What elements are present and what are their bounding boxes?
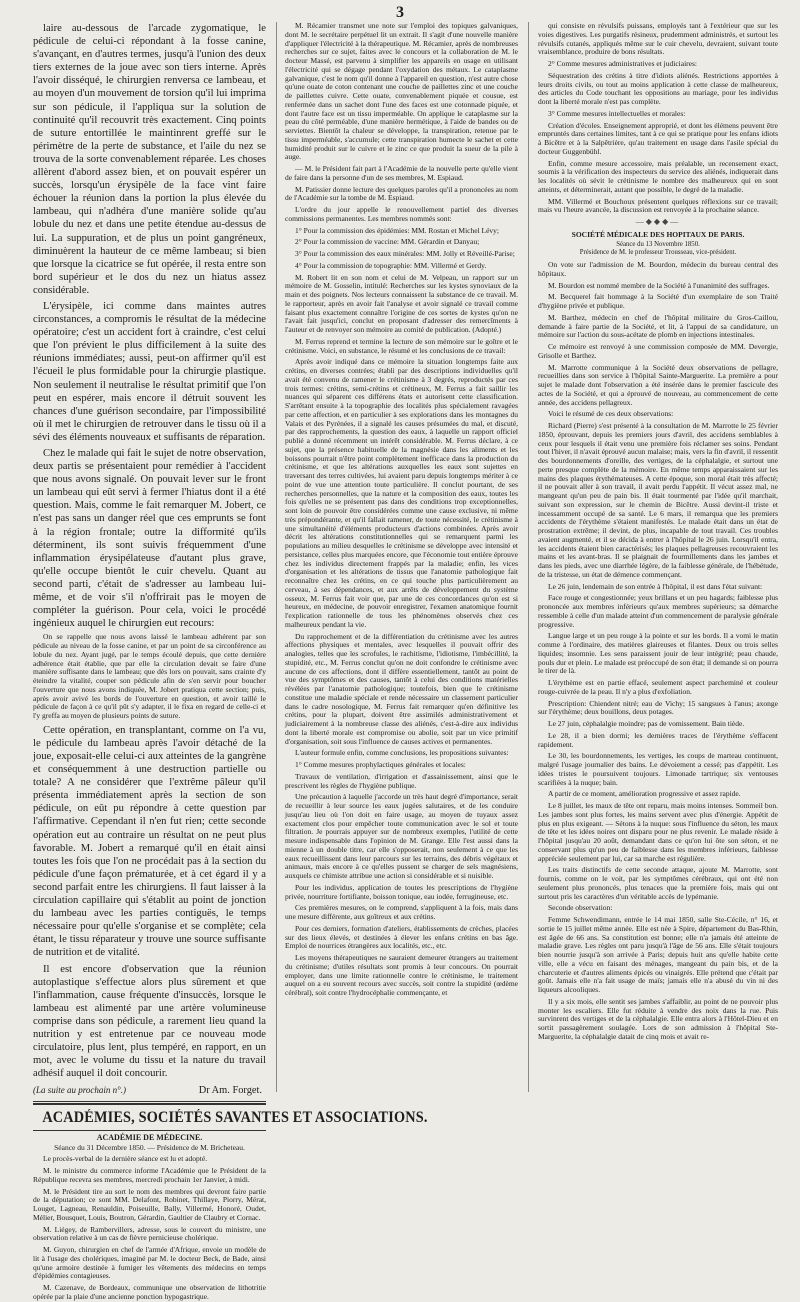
academy-session: Séance du 31 Décembre 1850. — Présidence de M. Bricheteau. <box>54 1143 245 1153</box>
report-paragraph: 2° Pour la commission de vaccine: MM. Gérardin et Danyau; <box>295 237 480 247</box>
article-paragraph: laire au-dessous de l'arcade zygomatique, le pédicule de celui-ci répondant à la fosse canine, s'avançant, en d'autres termes, jusqu'à l'union des deux tiers externes de la joue avec son tiers interne. Après l'avoir disséqué, le chirurgien renversa ce lambeau, et au moyen d'un mouvement de torsion qu'il lui imprima sur son pédicule, il l'appliqua sur la solution de continuité qu'il recouvrit très exactement. Cinq points de suture entortillée le maintinrent greffé sur le périmètre de la perte de substance, et l'aile du nez se trouva de la sorte convenablement réparée. Les choses allèrent d'abord assez bien, et on pouvait espérer un succès, lorsqu'un érysipèle de la face vint faire échouer la réunion dans la portion la plus élevée du lambeau, qui n'adhéra d'une manière solide qu'au lobule du nez et dans une petite étendue au-dessus de lui. La suppuration, et de plus un point gangréneux, diminuèrent la hauteur de ce même lambeau; si bien que lorsque la cicatrice se fut opérée, il resta entre son bord supérieur et le dos du nez un hiatus assez considérable. <box>33 23 266 296</box>
report-paragraph: 3° Comme mesures intellectuelles et morales: <box>548 108 686 118</box>
report-paragraph: Création d'écoles. Enseignement approprié, et dont les élémens peuvent être empruntés dans certaines limites, tant à ce qui se pratique pour les enfans idiots à Bicêtre et à la Salpêtrière, qu'au traitement en usage dans l'asile spécial du docteur Guggenbühl. <box>538 120 778 156</box>
article-paragraph: Chez le malade qui fait le sujet de notre observation, deux partis se présentaient pour remédier à l'accident que nous avons signalé. On pouvait lever sur le front un lambeau qui eût servi à fermer l'hiatus dont il a été question. Mais, comme le fait remarquer M. Jobert, ce n'est pas sans un danger réel que ces emprunts se font à la région frontale; outre la difformité qu'ils déterminent, ils sont suivis fréquemment d'une inflammation érysipélateuse d'autant plus grave, qu'elle occupe bientôt le cuir chevelu. Quant au second parti, c'était de s'adresser au lambeau lui-même, et de voir s'il n'offrirait pas le moyen de compléter la guérison. Pour cela, voici le procédé ingénieux auquel le chirurgien eut recours: <box>33 448 266 630</box>
report-paragraph: Face rouge et congestionnée; yeux brillans et un peu hagards; faiblesse plus prononcée aux membres inférieurs qu'aux membres supérieurs; sa démarche ressemble à celle d'un malade atteint d'un commencement de paralysie générale progressive. <box>538 593 778 629</box>
report-paragraph: Les moyens thérapeutiques ne sauraient demeurer étrangers au traitement du crétinisme; d'utiles résultats sont promis à leur concours. On pourrait employer, dans une limite rationnelle contre le crétinisme, le traitement auquel on a eu souvent recours avec succès, soit contre la stupidité (œdème cérébral), soit contre l'hydrocéphalie commençante, et <box>285 953 518 997</box>
report-paragraph: Ce mémoire est renvoyé à une commission composée de MM. Devergie, Grisolle et Barthez. <box>538 342 778 360</box>
article-paragraph: L'érysipèle, ici comme dans maintes autres circonstances, a compromis le résultat de la médecine opératoire; c'est un accident fort à craindre, c'est celui que l'on prévient le plus difficilement à la suite des réunions immédiates; aussi, peut-on affirmer qu'il est l'écueil le plus formidable pour la chirurgie plastique. Non seulement il neutralise le résultat primitif que l'on peut en espérer, mais encore il détruit souvent les chances d'une guérison secondaire, par l'impossibilité où il met le chirurgien de retrouver dans le tissu où il a sévi des éléments nouveaux et suffisants de réparation. <box>33 300 266 443</box>
report-paragraph: M. Ferrus reprend et termine la lecture de son mémoire sur le goître et le crétinisme. Voici, en substance, le résumé et les conclusions de ce travail: <box>285 336 518 355</box>
report-paragraph: M. le ministre du commerce informe l'Académie que le Président de la République recevra ses membres, mercredi prochain 1er Janvier, à midi. <box>33 1166 266 1184</box>
report-paragraph: Prescription: Chiendent nitré; eau de Vichy; 15 sangsues à l'anus; axonge sur l'érythème; deux bouillons, deux potages. <box>538 698 778 717</box>
report-paragraph: M. le Président tire au sort le nom des membres qui devront faire partie de la députation; ce sont MM. Delafont, Robinet, Thillaye, Piorry, Mérat, Louget, Lagneau, Renauldin, Poiseuille, Bally, Villermé, Honoré, Oudet, Mélier, Bousquet, Louis, Boutron, Gérardin, Gaultier de Claubry et Cornac. <box>33 1186 266 1222</box>
report-paragraph: Voici le résumé de ces deux observations: <box>548 409 674 419</box>
report-paragraph: M. Marrotte communique à la Société deux observations de pellagre, recueillies dans son service à l'hôpital Sainte-Marguerite. La première a pour sujet le malade dont l'observation a été insérée dans le premier fascicule des actes de la Société, et qui a éprouvé de nouveau, au commencement de cette année, des accidens pellagreux. <box>538 362 778 407</box>
report-paragraph: L'érythème est en partie effacé, seulement aspect parcheminé et couleur rouge-cuivrée de la peau. Il n'y a plus d'exfoliation. <box>538 678 778 696</box>
report-paragraph: M. Robert lit en son nom et celui de M. Velpeau, un rapport sur un mémoire de M. Gosselin, intitulé: Recherches sur les kystes synoviaux de la main et des poignets. Nos lecteurs connaissent la substance de ce travail. M. le rapporteur, après en avoir fait l'analyse et avoir signalé ce travail comme faisant plus exactement connaître l'origine de ces sortes de kystes qu'on ne l'avait fait jusqu'ici, conclut en proposant d'adresser des remercîments à l'auteur et de renvoyer son mémoire au comité de publication. (Adopté.) <box>285 272 518 334</box>
report-paragraph: Du rapprochement et de la différentiation du crétinisme avec les autres affections physiques et mentales, avec lesquelles il pouvait offrir des analogies, telles que les scrofules, le rachitisme, l'idiotisme, l'imbécillité, la stupidité, etc., M. Ferrus conclut qu'on ne doit confondre le crétinisme avec aucune de ces affections, dont il diffère essentiellement, tantôt au point de vue des symptômes et des causes, tantôt à celui des conditions matérielles révélées par l'anatomie pathologique; toutefois, bien que le crétinisme constitue une maladie spéciale et rende nécessaire un classement particulier dans le cadre nosologique, M. Ferrus fait remarquer qu'en définitive les crétins, pour la plupart, doivent être assimilés administrativement et judiciairement à la nombreuse classe des aliénés, c'est-à-dire aux individus dont la liberté morale est compromise ou abolie, soit par un vice primitif d'organisation, soit sous l'influence de causes actives et permanentes. <box>285 631 518 746</box>
report-paragraph: L'auteur formule enfin, comme conclusions, les propositions suivantes: <box>295 748 509 758</box>
article-paragraph: Cette opération, en transplantant, comme on l'a vu, le pédicule du lambeau après l'avoir détaché de la joue, exposait-elle celui-ci aux atteintes de la gangrène et conséquemment à une destruction partielle ou totale? A ne considérer que l'extrême pâleur qu'il présenta immédiatement après la section de son pédicule, on eût pu répondre à cette question par l'affirmative. Cependant il n'en fut rien; cette seconde opération eut au contraire un résultat on ne peut plus favorable. M. Jobert a remarqué qu'il en était ainsi toutes les fois que l'on ne procédait pas à la section du pédicule d'une façon prématurée, et à cet égard il y a second parfait entre les chirurgiens. Il faut laisser à la circulation capillaire qui s'établit au point de jonction du lambeau avec les parties contiguës, le temps nécessaire pour qu'elle s'organise et se complète; cela étant, le tissu réparateur y trouve une source suffisante de nutrition et de vitalité. <box>33 724 266 959</box>
report-paragraph: Les traits distinctifs de cette seconde attaque, ajoute M. Marrotte, sont fournis, comme on le voit, par les symptômes cérébraux, qui ont été non seulement plus prononcés, plus tenaces que la première fois, mais qui ont surtout pris les caractères d'un véritable accès de lypémanie. <box>538 865 778 901</box>
report-paragraph: 3° Pour la commission des eaux minérales: MM. Jolly et Réveillé-Parise; <box>295 249 515 258</box>
society-session: Séance du 13 Novembre 1850. <box>616 240 700 248</box>
report-paragraph: Richard (Pierre) s'est présenté à la consultation de M. Marrotte le 25 février 1850, éprouvant, depuis les premiers jours d'avril, des accidens semblables à ceux pour lesquels il était venu une première fois réclamer ses soins. Pendant tout l'hiver, il n'avait éprouvé aucun malaise; mais, vers la fin d'avril, il ressentit des bourdonnements d'oreille, des vertiges, de la céphalalgie, et surtout une perte presque complète de la mémoire. En même temps apparaissaient sur les mains des plaques érythémateuses. A cette époque, son moral était très affecté; il ne pouvait aller à son travail, il avait perdu l'appétit. Il vécut assez mal, ne mangeant qu'un peu de pain bis. Il était tourmenté par l'idée qu'il marchait, suivant son expression, sur le chemin de Bicêtre. Aussi devint-il triste et incessamment occupé de sa santé. Le 6 mars, il remarqua que les premiers accidents de l'érythème s'étaient manifestés. Le malade était dans un état de prostration extrême; il devint, de plus, incapable de tout travail. Ces troubles avaient augmenté, et il se décida à entrer à l'hôpital le 26 juin. Lorsqu'il entra, les accidents étaient bien caractérisés; les plaques pellagreuses recouvraient les mains et les avant-bras. Il se plaignait de fourmillements dans les jambes et dans les pieds, avec une diarrhée légère, de la faiblesse générale, de l'hébétude, de la tristesse, un état de démence commençant. <box>538 421 778 579</box>
column-3 <box>538 22 778 1092</box>
report-paragraph: Il y a six mois, elle sentit ses jambes s'affaiblir, au point de ne pouvoir plus monter les escaliers. Elle fut réduite à vendre des noix dans la rue. Puis survinrent des vertiges et de la céphalalgie. Elle entra alors à l'Hôtel-Dieu et en sortit passagèrement soulagée. Lors de son admission à l'hôpital Ste-Marguerite, la céphalalgie datait de cinq mois et avait re- <box>538 996 778 1041</box>
column-divider <box>276 22 277 1092</box>
report-paragraph: On vote sur l'admission de M. Bourdon, médecin du bureau central des hôpitaux. <box>538 260 778 278</box>
report-paragraph: Le 28, il a bien dormi; les dernières traces de l'érythème s'effacent rapidement. <box>538 730 778 749</box>
report-paragraph: Enfin, comme mesure accessoire, mais préalable, un recensement exact, soumis à la vérification des inspecteurs du service des aliénés, indiquerait dans les localités où sévit le crétinisme le nombre des malheureux qui en sont atteints, et déterminerait, autant que possible, le degré de la maladie. <box>538 158 778 194</box>
society-president: Présidence de M. le professeur Trousseau, vice-président. <box>579 249 737 257</box>
report-paragraph: Après avoir indiqué dans ce mémoire la situation longtemps faite aux crétins, en diverses contrées; établi par des descriptions individuelles qu'il avait été convenu de ramener le crétinisme à 3 degrés, reproductés par ces trois termes: crétins, semi-crétins et crétineux, M. Ferrus a fait saillir les nuances qui séparent ces différens états et autorisent cette classification. S'arrêtant ensuite à la topographie des localités plus spécialement ravagées par cette affection, et en particulier à ses explorations dans les montagnes du Valais et des Pyrénées, il a signalé les causes présumées du mal, et discuté, par des rapprochements, la question des eaux, à laquelle un rapport officiel publié a donné récemment un intérêt considérable. M. Ferrus déclare, à ce sujet, que la présence habituelle de la magnésie dans les aliments et les boissons pourrait n'être point complètement inefficace dans la production du crétinisme, et que les altérations auxquelles les eaux sont sujettes en traversant des terres cultivées, lui avaient paru depuis longtemps mériter à ce point de vue une attention toute particulière. Il conclut pourtant, de ses recherches personnelles, que la nature et la composition des eaux, toutes les fois qu'elles ne se présentent pas dans des conditions trop exceptionnelles, sont loin de pouvoir être considérées comme une cause exclusive, ni même très prépondérante, et qu'il fallait ramener, de toute nécessité, le crétinisme à une simultanéité d'éléments producteurs d'actions combinées. Après avoir décrit les altérations constitutionnelles qui se remarquent parmi les populations au milieu desquelles le crétinisme se développe avec intensité et persistance, celles plus marquées encore, que l'économie tout entière éprouve chez les individus directement frappés par la maladie; enfin, les vices d'organisation et les altérations de tissus que l'anatomie pathologique fait reconnaître chez les crétins, en ce qui touche plus particulièrement au cerveau, à ses dépendances, et aux arrêts de développement du système osseux, M. Ferrus fait voir que, par une de ces concordances qu'on est si heureux, en médecine, de pouvoir enregistrer, l'examen anatomique fournit l'explication rationnelle de tous les phénomènes observés chez ces malheureux pendant la vie. <box>285 357 518 629</box>
article-paragraph: On se rappelle que nous avons laissé le lambeau adhérent par son pédicule au niveau de la fosse canine, et par un point de sa circonférence au lobule du nez. Ayant jugé, par le temps écoulé depuis, que cette dernière adhérence était établie, que par elle la circulation devait se faire d'une manière suffisante dans le lambeau; que dès lors on pouvait, sans crainte d'y éteindre la vitalité, couper son pédicule afin de s'en servir pour boucher l'ouverture que nous avons indiquée, M. Jobert pratiqua cette section; puis, après avoir avivé les bords de l'ouverture en question, et avoir taillé le pédicule de façon à ce qu'il pût s'y adapter, il le fixa en regard de celle-ci et l'y greffa au moyen de plusieurs points de suture. <box>33 632 266 721</box>
report-paragraph: 1° Comme mesures prophylactiques générales et locales: <box>295 760 466 769</box>
report-paragraph: Pour ces derniers, formation d'ateliers, établissements de crèches, placées sur des lieux élevés, et destinées à élever les enfans crétins en bas âge. Emploi de nourrices étrangères aux localités, etc., etc. <box>285 923 518 951</box>
report-paragraph: Seconde observation: <box>548 903 613 913</box>
section-rule <box>33 1101 266 1102</box>
report-paragraph: Femme Schwendimann, entrée le 14 mai 1850, salle Ste-Cécile, n° 16, et sortie le 15 juillet même année. Elle est née à Spire, département du Bas-Rhin, est âgée de 66 ans. Sa constitution est bonne; elle n'a jamais été atteinte de maladie grave. Les règles ont paru jusqu'à l'âge de 56 ans. Elle s'était toujours bien nourrie jusqu'à son arrivée à Paris; depuis huit ans qu'elle habite cette ville, elle a vécu en faisant des ménages, mangeant du pain bis, et de la charcuterie et d'autres aliments épicés ou vinaigrés. Elle prétend que c'était par goût. Jamais elle n'a fait usage de maïs; jamais elle n'a abusé du vin ni des liqueurs alcooliques. <box>538 915 778 994</box>
ornament-divider: —◆◆◆— <box>635 217 681 226</box>
column-divider <box>528 22 529 1092</box>
column-2 <box>285 22 518 1092</box>
report-paragraph: M. Guyon, chirurgien en chef de l'armée d'Afrique, envoie un modèle de lit à l'usage des cholériques, imaginé par M. le docteur Beck, de Bade, ainsi qu'une armoire destinée à fumiger les vêtements des médecins en temps d'épidémies contagieuses. <box>33 1245 266 1281</box>
section-title: ACADÉMIES, SOCIÉTÉS SAVANTES ET ASSOCIATIONS. <box>42 1109 428 1127</box>
report-paragraph: M. Récamier transmet une note sur l'emploi des topiques galvaniques, dont M. le secrétaire perpétuel lit un extrait. Il s'agit d'une nouvelle manière d'appliquer l'électricité à la thérapeutique. M. Récamier, après de nombreuses recherches sur ce sujet, faites avec le concours et la collaboration de M. le docteur Massé, est parvenu à simplifier les appareils en usage en utilisant l'électricité qui se dégage pendant l'oxydation des métaux. Le cataplasme galvanique, c'est le nom qu'il donne à l'appareil en question, n'est autre chose qu'une ouate de coton contenant une couche de paillettes zinc et une couche de paillettes cuivre. Cette ouate, convenablement piquée et cousue, est renfermée dans un sachet dont l'une des faces est une cotonnade piquée, et dont l'autre face est un tissu imperméable. On applique le cataplasme sur la peau du côté perméable, d'une manière hermétique, à l'aide de bandes ou de serviettes. Bientôt la chaleur se développe, la transpiration, retenue par le tissu imperméable, s'accumule; cette transpiration humecte le sachet et cette humidité produit sur le cuivre et le zinc ce que produit la sueur de la pile à auge. <box>285 21 518 162</box>
report-paragraph: — M. le Président fait part à l'Académie de la nouvelle perte qu'elle vient de faire dans la personne d'un de ses membres, M. Espiaud. <box>285 164 518 182</box>
report-paragraph: Pour les individus, application de toutes les prescriptions de l'hygiène privée, nourriture fortifiante, boisson tonique, eau iodée, ferrugineuse, etc. <box>285 882 518 901</box>
report-paragraph: MM. Villermé et Bouchoux présentent quelques réflexions sur ce travail; mais vu l'heure avancée, la discussion est renvoyée à la prochaine séance. <box>538 196 778 215</box>
report-paragraph: 2° Comme mesures administratives et judiciaires: <box>548 59 698 68</box>
author-signature: Dr Am. Forget. <box>198 1085 262 1097</box>
academy-title: ACADÉMIE DE MÉDECINE. <box>96 1133 203 1143</box>
report-paragraph: Ces premières mesures, on le comprend, s'appliquent à la fois, mais dans une mesure différente, aux goîtreux et aux crétins. <box>285 903 518 921</box>
report-paragraph: Le 8 juillet, les maux de tête ont reparu, mais moins intenses. Sommeil bon. Les jambes sont plus fortes, les mains servent avec plus d'énergie. Appétit de plus en plus exigeant. — Sétons à la nuque: sous l'influence du séton, les maux de tête et les idées noires ont disparu pour ne plus revenir. Le malade réside à l'hôpital jusqu'au 20 août, demandant dans ce qu'on lui ôte son séton, et ne conservant plus qu'un peu de faiblesse dans les membres inférieurs, faiblesse appréciée seulement par lui, car sa marche est régulière. <box>538 801 778 863</box>
report-paragraph: 4° Pour la commission de topographie: MM. Villermé et Gerdy. <box>295 260 487 270</box>
report-paragraph: Le procès-verbal de la dernière séance est lu et adopté. <box>43 1154 208 1164</box>
report-paragraph: L'ordre du jour appelle le renouvellement partiel des diverses commissions permanentes. Les membres nommés sont: <box>285 205 518 223</box>
report-paragraph: qui consiste en révulsifs puissans, employés tant à l'extérieur que sur les voies digestives. Les purgatifs résineux, prudemment administrés, et surtout les révulsifs cutanés, appliqués même sur le cuir chevelu, devraient, suivant toute vraisemblance, produire de bons résultats. <box>538 21 778 57</box>
report-paragraph: Le 27 juin, céphalalgie moindre; pas de vomissement. Bain tiède. <box>548 719 745 728</box>
report-paragraph: M. Patissier donne lecture des quelques paroles qu'il a prononcées au nom de l'Académie sur la tombe de M. Espiaud. <box>285 184 518 203</box>
report-paragraph: Séquestration des crétins à titre d'idiots aliénés. Restrictions apportées à leurs droits civils, ou tout au moins application à cette classe de malheureux, des articles du Code touchant les oppositions au mariage, pour les individus dont la liberté morale n'est pas complète. <box>538 70 778 106</box>
article-paragraph: Il est encore d'observation que la réunion autoplastique s'effectue alors plus sûrement et que l'inflammation, cause fréquente d'insuccès, lorsque le lambeau est alimenté par une artère volumineuse comprise dans son pédicule, a rarement lieu quand la nutrition y est entretenue par ce nouveau mode circulatoire, plus lent, plus tempéré, en rapport, en un mot, avec le volume du tissu et la nature du travail adhésif auquel il doit concourir. <box>33 963 266 1080</box>
report-paragraph: M. Cazenave, de Bordeaux, communique une observation de lithotritie opérée par la plaie d'une ancienne ponction hypogastrique. <box>33 1283 266 1301</box>
section-rule <box>33 1103 266 1105</box>
report-paragraph: Une précaution à laquelle j'accorde un très haut degré d'importance, serait de recueillir à leur source les eaux jugées salutaires, et de les conduire jusqu'au lieu où l'on doit en faire usage, au moyen de tuyaux assez exactement clos pour empêcher toute communication avec le sol et toute filtration. Je pourrais appuyer sur de nombreux exemples, l'utilité de cette mesure indispensable dans l'opinion de M. Grange. Elle l'est aussi dans la mienne à un double titre, car elle s'opposerait, non seulement à ce que les eaux recueillissent dans leur parcours sur les terrains, des débris végétaux et animaux, mais encore à ce qu'elles pussent se charger de sels magnésiens, auxquels ce chimiste attribue une action si considérable et si nuisible. <box>285 792 518 880</box>
continued-note: (La suite au prochain n°.) <box>33 1085 127 1096</box>
report-paragraph: M. Becquerel fait hommage à la Société d'un exemplaire de son Traité d'hygiène privée et publique. <box>538 292 778 310</box>
report-paragraph: M. Barthez, médecin en chef de l'hôpital militaire du Gros-Caillou, demande à faire partie de la Société, et lit, à l'appui de sa candidature, un mémoire sur l'action du sous-acétate de plomb en injections intestinales. <box>538 312 778 340</box>
report-paragraph: Travaux de ventilation, d'irrigation et d'assainissement, ainsi que le prescrivent les règles de l'hygiène publique. <box>285 771 518 790</box>
report-paragraph: Le 26 juin, lendemain de son entrée à l'hôpital, il est dans l'état suivant: <box>548 581 763 591</box>
report-paragraph: Le 30, les bourdonnements, les vertiges, les coups de marteau continuent, malgré l'usage journalier des bains. Le dévoiement a cessé; pas d'appétit. Les idées tristes le poursuivent toujours. Limonade tartrique; six ventouses scarifiées à la nuque; bain. <box>538 751 778 787</box>
report-paragraph: Langue large et un peu rouge à la pointe et sur les bords. Il a vomi le matin comme à l'ordinaire, des matières glaireuses et filantes. Deux ou trois selles liquides; insomnie. Les sens paraissent jouir de leur intégrité; peau chaude, pouls dur et plein. Le malade est préoccupé de son état; il demande si on pourra le tirer de là. <box>538 631 778 676</box>
report-paragraph: A partir de ce moment, amélioration progressive et assez rapide. <box>548 789 741 799</box>
report-paragraph: M. Bourdon est nommé membre de la Société à l'unanimité des suffrages. <box>548 280 770 290</box>
report-paragraph: M. Liégey, de Rambervillers, adresse, sous le couvert du ministre, une observation relative à un cas de fièvre pernicieuse cholérique. <box>33 1224 266 1243</box>
page-number: 3 <box>396 4 404 21</box>
society-title: SOCIÉTÉ MÉDICALE DES HOPITAUX DE PARIS. <box>571 229 745 239</box>
report-paragraph: 1° Pour la commission des épidémies: MM. Rostan et Michel Lévy; <box>295 225 500 235</box>
section-rule <box>33 1130 266 1131</box>
